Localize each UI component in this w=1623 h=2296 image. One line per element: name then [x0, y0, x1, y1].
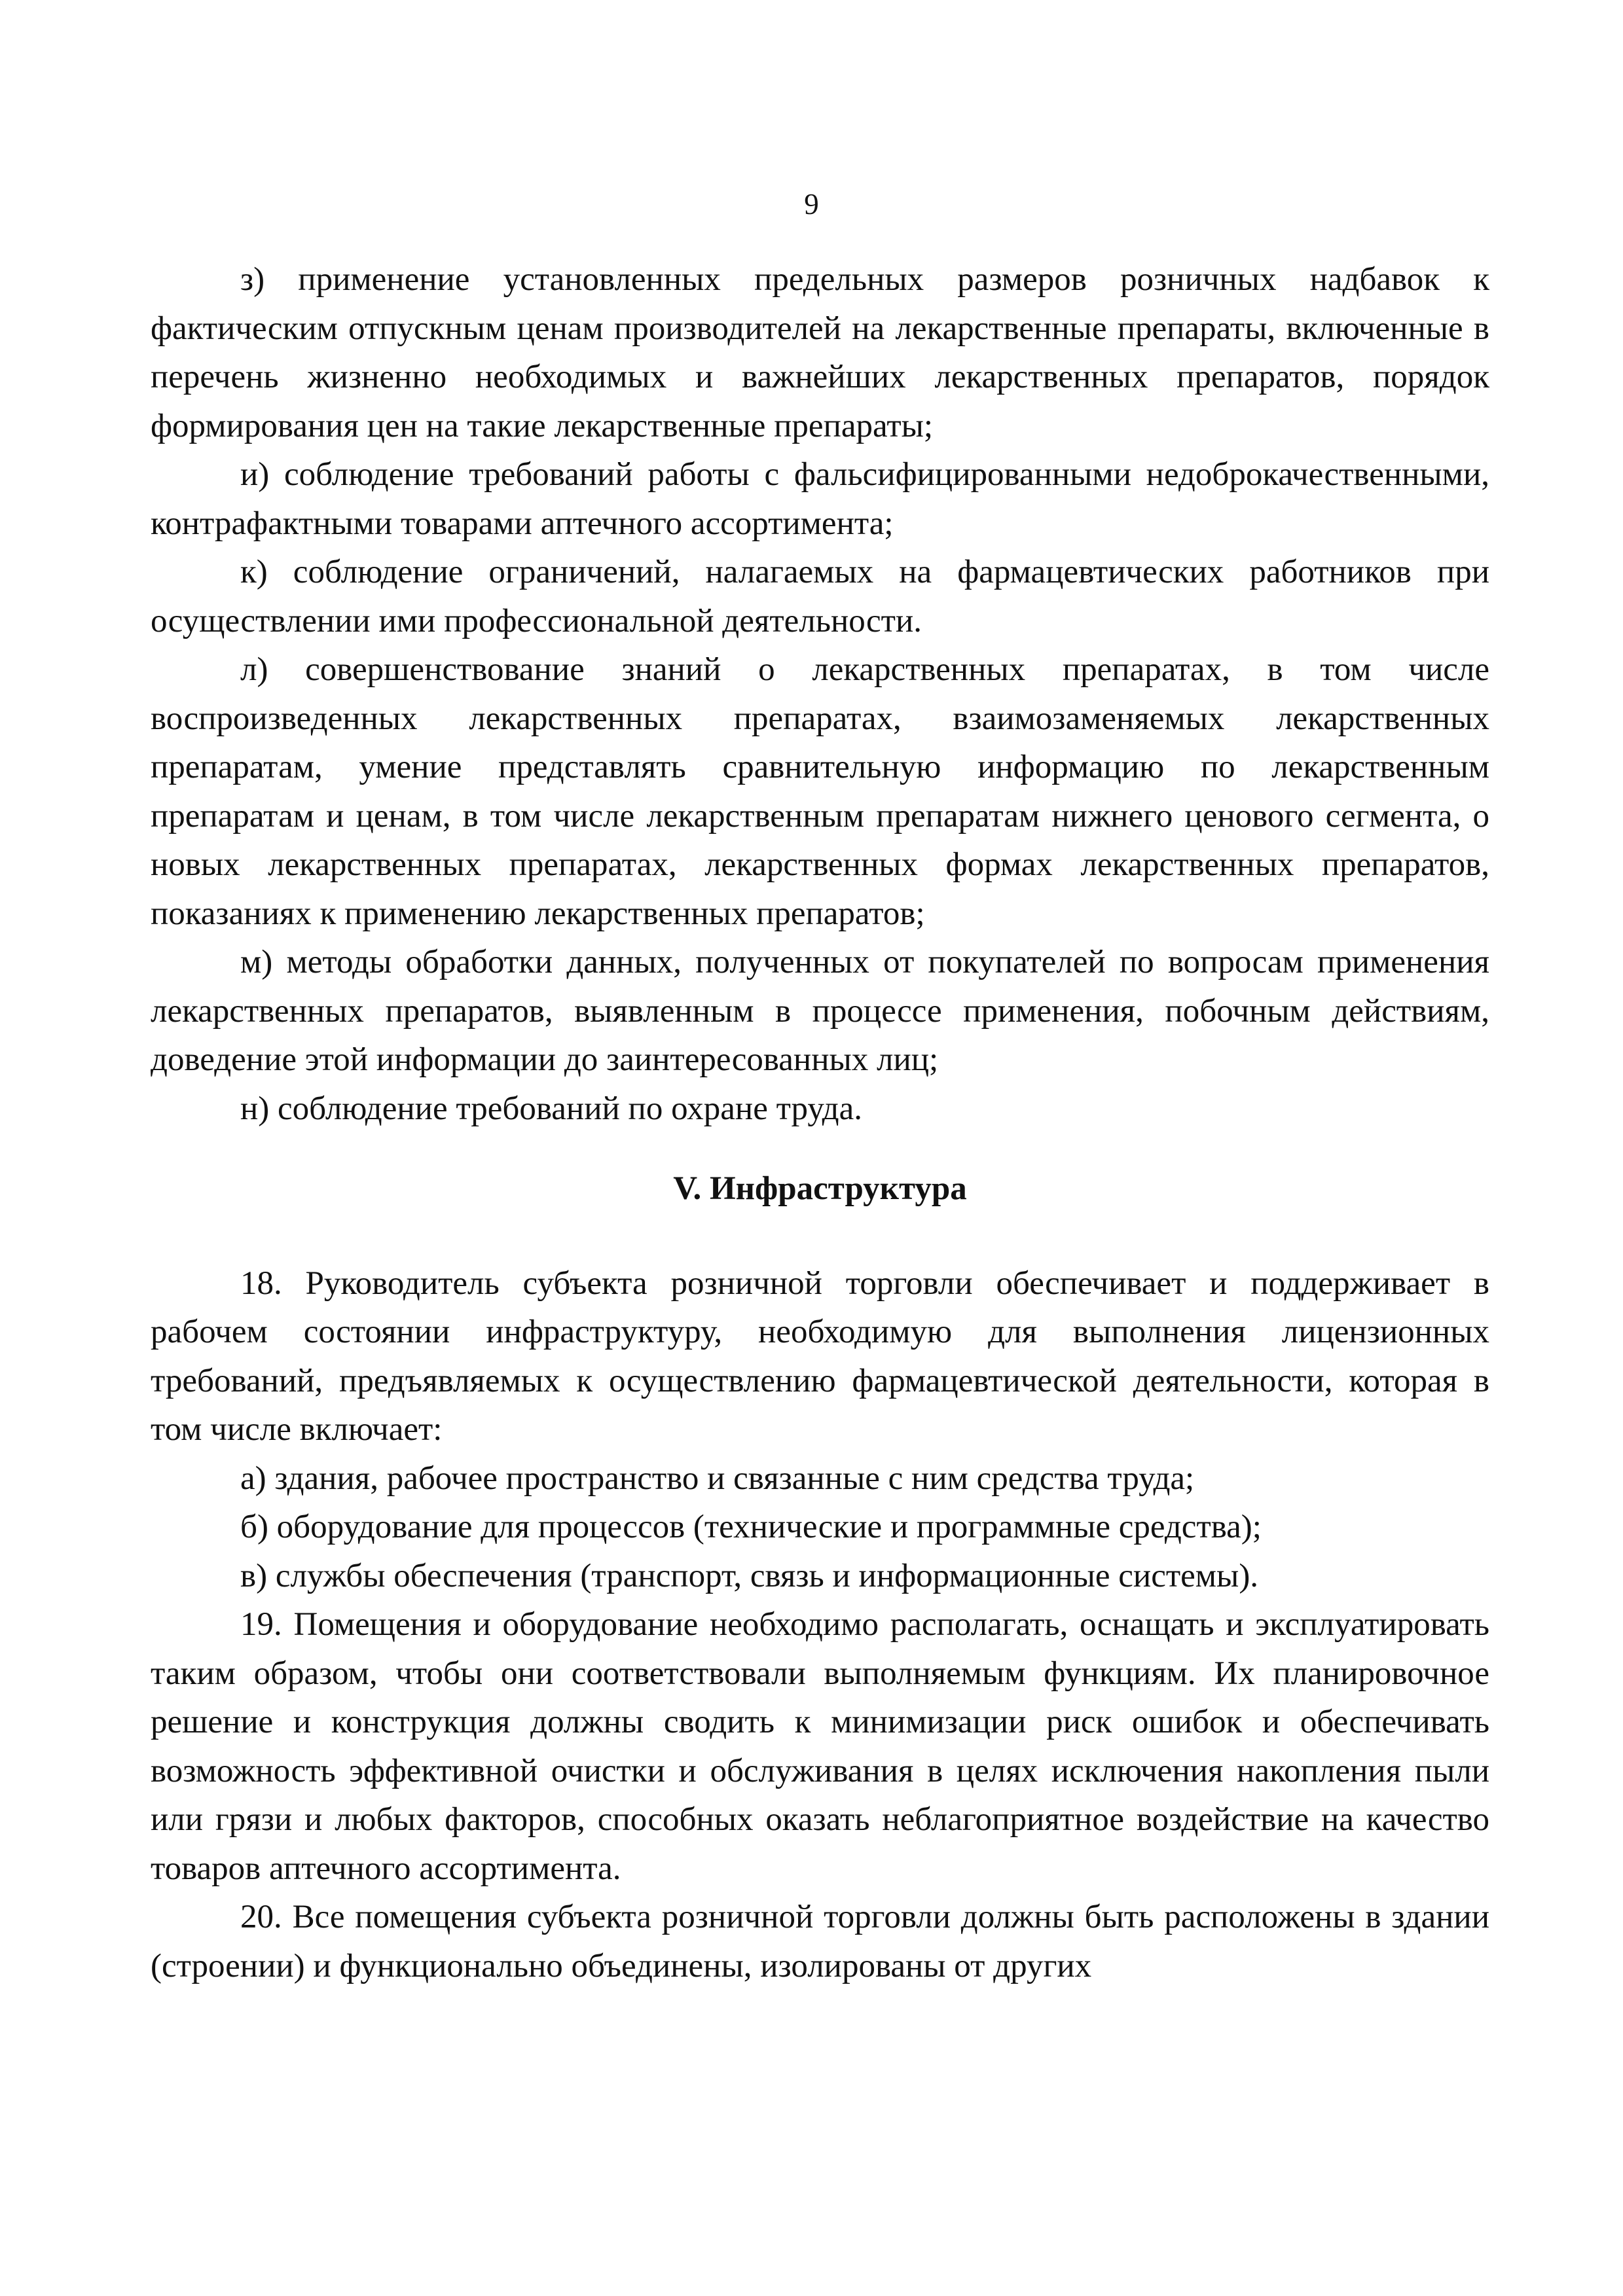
paragraph-item-z: з) применение установленных предельных размеров розничных надбавок к фактическим отпускным ценам производителей на лекарственные препараты, включенные в перечень жизненно необходимых и важнейших лекарственных препаратов, порядок формирования цен на такие лекарственные препараты;: [151, 261, 1489, 444]
paragraph-item-k: к) соблюдение ограничений, налагаемых на фармацевтических работников при осуществлении ими профессиональной деятельности.: [151, 554, 1489, 639]
paragraph-19: 19. Помещения и оборудование необходимо располагать, оснащать и эксплуатировать таким образом, чтобы они соответствовали выполняемым функциям. Их планировочное решение и конструкция должны сводить к минимизации риск ошибок и обеспечивать возможность эффективной очистки и обслуживания в целях исключения накопления пыли или грязи и любых факторов, способных оказать неблагоприятное воздействие на качество товаров аптечного ассортимента.: [151, 1606, 1489, 1887]
page-number: 9: [804, 188, 819, 221]
document-body: [151, 255, 1489, 1990]
paragraph-18-a: а) здания, рабочее пространство и связанные с ним средства труда;: [240, 1460, 1195, 1497]
paragraph-18-b: б) оборудование для процессов (технические и программные средства);: [240, 1509, 1262, 1545]
paragraph-item-i: и) соблюдение требований работы с фальсифицированными недоброкачественными, контрафактными товарами аптечного ассортимента;: [151, 456, 1489, 542]
paragraph-18: 18. Руководитель субъекта розничной торговли обеспечивает и поддерживает в рабочем состоянии инфраструктуру, необходимую для выполнения лицензионных требований, предъявляемых к осуществлению фармацевтической деятельности, которая в том числе включает:: [151, 1265, 1489, 1448]
paragraph-18-v: в) службы обеспечения (транспорт, связь и информационные системы).: [240, 1557, 1259, 1594]
section-heading: V. Инфраструктура: [673, 1170, 967, 1207]
paragraph-item-n: н) соблюдение требований по охране труда.: [240, 1090, 862, 1127]
paragraph-20: 20. Все помещения субъекта розничной торговли должны быть расположены в здании (строении) и функционально объединены, изолированы от других: [151, 1899, 1489, 1984]
paragraph-item-l: л) совершенствование знаний о лекарственных препаратах, в том числе воспроизведенных лекарственных препаратах, взаимозаменяемых лекарственных препаратам, умение представлять сравнительную информацию по лекарственным препаратам и ценам, в том числе лекарственным препаратам нижнего ценового сегмента, о новых лекарственных препаратах, лекарственных формах лекарственных препаратов, показаниях к применению лекарственных препаратов;: [151, 651, 1489, 932]
paragraph-item-m: м) методы обработки данных, полученных от покупателей по вопросам применения лекарственных препаратов, выявленным в процессе применения, побочным действиям, доведение этой информации до заинтересованных лиц;: [151, 944, 1489, 1078]
